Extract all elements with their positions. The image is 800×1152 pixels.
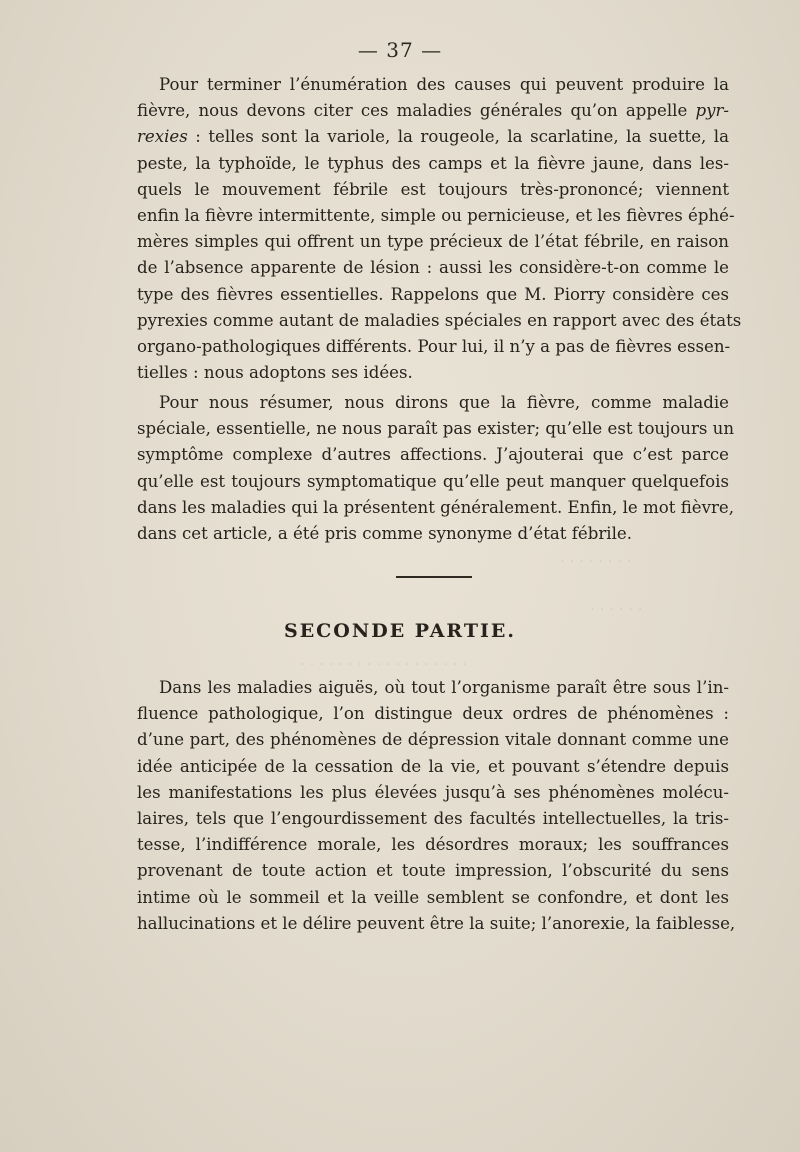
text-line: symptôme complexe d’autres affections. J’ajouterai que c’est parce: [137, 445, 729, 465]
bleed-through-text: · · · · · ·: [590, 600, 643, 618]
text-line: organo-pathologiques différents. Pour lui, il n’y a pas de fièvres essen-: [137, 337, 731, 357]
italic-term: rexies: [137, 127, 188, 147]
paragraph-summary: [137, 390, 735, 547]
text-line: Pour terminer l’énumération des causes qui peuvent produire la: [159, 75, 729, 94]
text-line: [137, 98, 729, 124]
section-heading: SECONDE PARTIE.: [283, 620, 517, 642]
text-line: spéciale, essentielle, ne nous paraît pas exister; qu’elle est toujours un: [137, 419, 735, 439]
paragraph-acute-diseases: [137, 675, 736, 937]
text-line: d’une part, des phénomènes de dépression vitale donnant comme une: [137, 730, 729, 750]
text-line: dans cet article, a été pris comme synonyme d’état fébrile.: [137, 524, 632, 544]
text-line: provenant de toute action et toute impression, l’obscurité du sens: [137, 861, 729, 881]
text-line: hallucinations et le délire peuvent être la suite; l’anorexie, la faiblesse,: [137, 913, 736, 933]
text-line: les manifestations les plus élevées jusqu’à ses phénomènes molécu-: [137, 782, 729, 802]
section-divider: [396, 576, 472, 578]
text-line: dans les maladies qui la présentent généralement. Enfin, le mot fièvre,: [137, 497, 734, 517]
text-line: mères simples qui offrent un type précieux de l’état fébrile, en raison: [137, 232, 729, 252]
text-line: Pour nous résumer, nous dirons que la fièvre, comme maladie: [159, 393, 729, 412]
italic-term: pyr-: [695, 101, 729, 121]
text-line: fluence pathologique, l’on distingue deux ordres de phénomènes :: [137, 704, 729, 724]
paragraph-causes-of-fever: [137, 72, 742, 386]
bleed-through-text: · · · · · · · · · · · · · · · · · ·: [300, 655, 467, 673]
text-line: enfin la fièvre intermittente, simple ou pernicieuse, et les fièvres éphé-: [137, 206, 735, 226]
text-line: quels le mouvement fébrile est toujours très-prononcé; viennent: [137, 179, 729, 199]
text-line: Dans les maladies aiguës, où tout l’organisme paraît être sous l’in-: [159, 678, 729, 697]
text-line: intime où le sommeil et la veille semblent se confondre, et dont les: [137, 887, 729, 907]
text-line: qu’elle est toujours symptomatique qu’elle peut manquer quelquefois: [137, 471, 729, 491]
text-segment: fièvre, nous devons citer ces maladies générales qu’on appelle pyr-: [137, 101, 729, 121]
text-line: idée anticipée de la cessation de la vie, et pouvant s’étendre depuis: [137, 756, 729, 776]
page-number: — 37 —: [357, 38, 443, 62]
text-line: type des fièvres essentielles. Rappelons que M. Piorry considère ces: [137, 284, 729, 304]
text-line: rexies : telles sont la variole, la rougeole, la scarlatine, la suette, la: [137, 127, 729, 147]
text-line: de l’absence apparente de lésion : aussi les considère-t-on comme le: [137, 258, 729, 278]
text-line: peste, la typhoïde, le typhus des camps et la fièvre jaune, dans les-: [137, 153, 729, 173]
text-line: tielles : nous adoptons ses idées.: [137, 363, 413, 383]
text-line: pyrexies comme autant de maladies spéciales en rapport avec des états: [137, 310, 742, 330]
text-line: laires, tels que l’engourdissement des facultés intellectuelles, la tris-: [137, 809, 729, 829]
text-line: tesse, l’indifférence morale, les désordres moraux; les souffrances: [137, 835, 729, 855]
bleed-through-text: · · · · · · · ·: [560, 552, 632, 570]
